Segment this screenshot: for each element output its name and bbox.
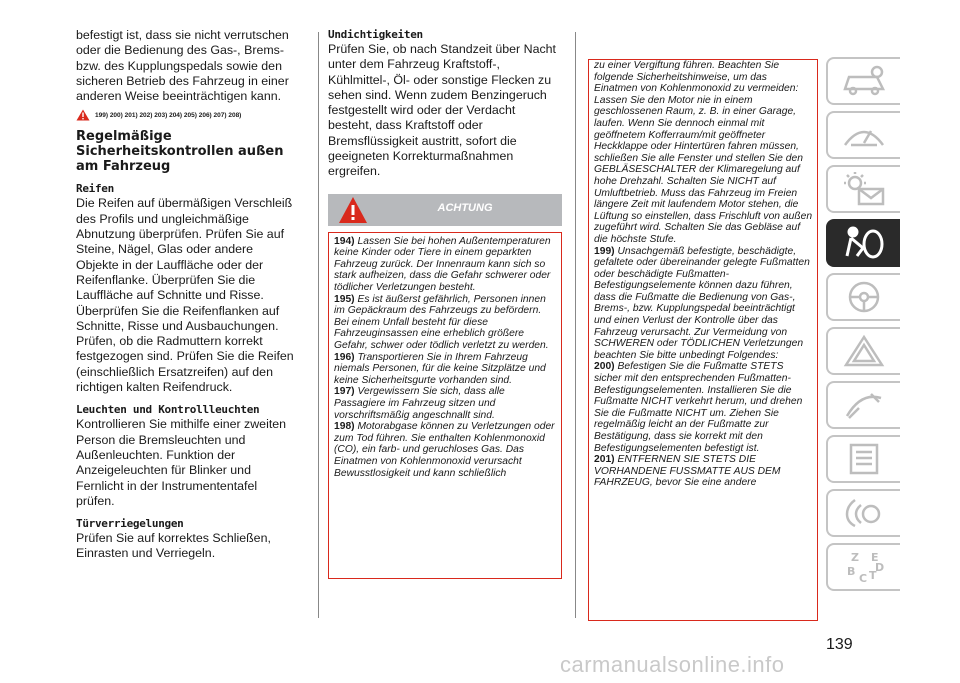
warning-item: 200) Befestigen Sie die Fußmatte STETS sicher mit den entsprechenden Fußmatten-Befestigungselementen. Installieren Sie die Fußmatte NICHT verkehrt herum, und drehen Sie die Fußmatte NICHT um. Ziehen Sie regelmäßig leicht an der Fußmatte zur Bestätigung, dass sie korrekt mit den Befestigungselementen befestigt ist.: [594, 361, 803, 454]
tab-emergency[interactable]: [826, 327, 900, 375]
intro-text: befestigt ist, dass sie nicht verrutschen oder die Bedienung des Gas-, Brems-bzw. des Kupplungspedals sowie den sicheren Betrieb des Fahrzeug in einer anderen Weise beeinträchtigen kann.: [76, 28, 289, 104]
warning-road-icon: [841, 334, 887, 368]
warning-triangle-icon: [76, 109, 90, 121]
lights-text: Kontrollieren Sie mithilfe einer zweiten Person die Bremsleuchten und Außenleuchten. Funktion der Anzeigeleuchten für Blinker und Fernlicht in der Instrumententafel prüfen.: [76, 417, 287, 508]
tab-car-info[interactable]: [826, 57, 900, 105]
tab-safety[interactable]: [826, 219, 900, 267]
warning-item: 196) Transportieren Sie in Ihrem Fahrzeug niemals Personen, für die keine Sitzplätze und keine Sicherheitsgurte vorhanden sind.: [334, 351, 546, 386]
page-number: 139: [826, 636, 853, 653]
warning-references: [76, 109, 298, 121]
subheading-tyres: Reifen: [76, 182, 114, 196]
svg-text:E: E: [871, 551, 879, 564]
tab-lights-messages[interactable]: [826, 165, 900, 213]
achtung-header: [328, 194, 562, 226]
subheading-lights: Leuchten und Kontrollleuchten: [76, 403, 260, 417]
svg-text:Z: Z: [851, 551, 859, 564]
svg-text:B: B: [847, 565, 856, 578]
tab-dashboard[interactable]: [826, 111, 900, 159]
index-letters-icon: [841, 549, 887, 585]
tab-service[interactable]: [826, 381, 900, 429]
warning-item: 195) Es ist äußerst gefährlich, Personen innen im Gepäckraum des Fahrzeugs zu befördern. Bei einem Unfall besteht für diese Fahrzeuginsassen eine erheblich größere Gefahr, schwer oder tödlich verletzt zu werden.: [334, 293, 549, 352]
dashboard-warning-icon: [841, 119, 887, 151]
car-info-icon: [841, 65, 887, 97]
column-middle: [328, 28, 562, 579]
svg-text:C: C: [859, 572, 868, 585]
column-divider: [318, 32, 319, 618]
tyres-text: Die Reifen auf übermäßigen Verschleiß des Profils und ungleichmäßige Abnutzung überprüfen. Prüfen Sie auf Steine, Nägel, Glas oder andere Objekte in der Lauffläche oder der Reifenflanke. Überprüfen Sie die Lauffläche auf Schnitte und Risse. Überprüfen Sie die Reifenflanken auf Schnitte, Risse und Ausbauchungen. Prüfen, ob die Radmuttern korrekt festgezogen sind. Prüfen Sie die Reifen (einschließlich Ersatzreifen) auf den richtigen kalten Reifendruck.: [76, 196, 294, 395]
warning-continuation: zu einer Vergiftung führen. Beachten Sie folgende Sicherheitshinweise, um das Einatmen von Kohlenmonoxid zu vermeiden: Lassen Sie den Motor nie in einem geschlossenen Raum, z. B. in einer Garage, laufen. Wenn Sie dennoch einmal mit geöffnetem Kofferraum/mit geöffneter Heckklappe oder Hintertüren fahren müssen, schließen Sie alle Fenster und stellen Sie den GEBLÄSESCHALTER der Klimaregelung auf hohe Drehzahl. Schalten Sie NICHT auf Umluftbetrieb. Muss das Fahrzeug im Freien längere Zeit mit laufendem Motor stehen, die Lüftung so einstellen, dass Frischluft von außen zugeführt wird. Schalten Sie das Gebläse auf die höchste Stufe.: [594, 60, 813, 245]
column-left: [76, 28, 298, 562]
door-locks-text: Prüfen Sie auf korrektes Schließen, Einrasten und Verriegeln.: [76, 531, 271, 561]
reference-numbers: 199) 200) 201) 202) 203) 204) 205) 206) 207) 208): [95, 111, 242, 119]
achtung-title: ACHTUNG: [437, 201, 493, 214]
steering-wheel-icon: [841, 280, 887, 314]
warning-item: 197) Vergewissern Sie sich, dass alle Passagiere im Fahrzeug sitzen und vorschriftsmäßig angeschnallt sind.: [334, 386, 505, 421]
section-heading: Regelmäßige Sicherheitskontrollen außen am Fahrzeug: [76, 129, 284, 175]
airbag-safety-icon: [841, 226, 887, 260]
watermark: carmanualsonline.info: [560, 652, 785, 677]
column-right-warning-box: [588, 59, 818, 621]
warning-item: 194) Lassen Sie bei hohen Außentemperaturen keine Kinder oder Tiere in einem geparkten Fahrzeug zurück. Der Innenraum kann sich so stark aufheizen, dass die Gefahr schwerer oder tödlicher Verletzungen besteht.: [334, 235, 551, 294]
tab-technical-data[interactable]: [826, 435, 900, 483]
tab-index[interactable]: [826, 543, 900, 591]
tab-starting-driving[interactable]: [826, 273, 900, 321]
column-divider: [575, 32, 576, 618]
multimedia-icon: [841, 496, 887, 530]
warning-item: 199) Unsachgemäß befestigte, beschädigte, gefaltete oder übereinander gelegte Fußmatten oder beschädigte Fußmatten-Befestigungselemente können dazu führen, dass die Fußmatte die Bedienung von Gas-, Brems-, bzw. Kupplungspedal beeinträchtigt und einen Verlust der Kontrolle über das Fahrzeug verursacht. Zur Vermeidung von SCHWEREN oder TÖDLICHEN Verletzungen beachten Sie bitte unbedingt Folgendes:: [594, 245, 810, 361]
leaks-text: Prüfen Sie, ob nach Standzeit über Nacht unter dem Fahrzeug Kraftstoff-, Kühlmittel-, Öl- oder sonstige Flecken zu sehen sind. Wenn zudem Benzingeruch festgestellt wird oder der Verdacht besteht, dass Kraftstoff oder Bremsflüssigkeit austritt, sofort die geeigneten Korrekturmaßnahmen ergreifen.: [328, 42, 556, 179]
svg-text:T: T: [869, 569, 877, 582]
tab-multimedia[interactable]: [826, 489, 900, 537]
subheading-leaks: Undichtigkeiten: [328, 28, 423, 41]
warning-box: [328, 232, 562, 579]
warning-item: 201) ENTFERNEN SIE STETS DIE VORHANDENE FUSSMATTE AUS DEM FAHRZEUG, bevor Sie eine andere: [594, 454, 781, 489]
subheading-door-locks: Türverriegelungen: [76, 517, 184, 531]
lights-message-icon: [841, 171, 887, 207]
technical-data-icon: [841, 442, 887, 476]
svg-text:D: D: [875, 561, 885, 574]
service-wrench-icon: [841, 388, 887, 422]
chapter-sidebar: [826, 57, 906, 597]
warning-item: 198) Motorabgase können zu Verletzungen oder zum Tod führen. Sie enthalten Kohlenmonoxid (CO), ein farb- und geruchloses Gas. Das Einatmen von Kohlenmonoxid verursacht Bewusstlosigkeit und kann schließlich: [334, 421, 555, 479]
